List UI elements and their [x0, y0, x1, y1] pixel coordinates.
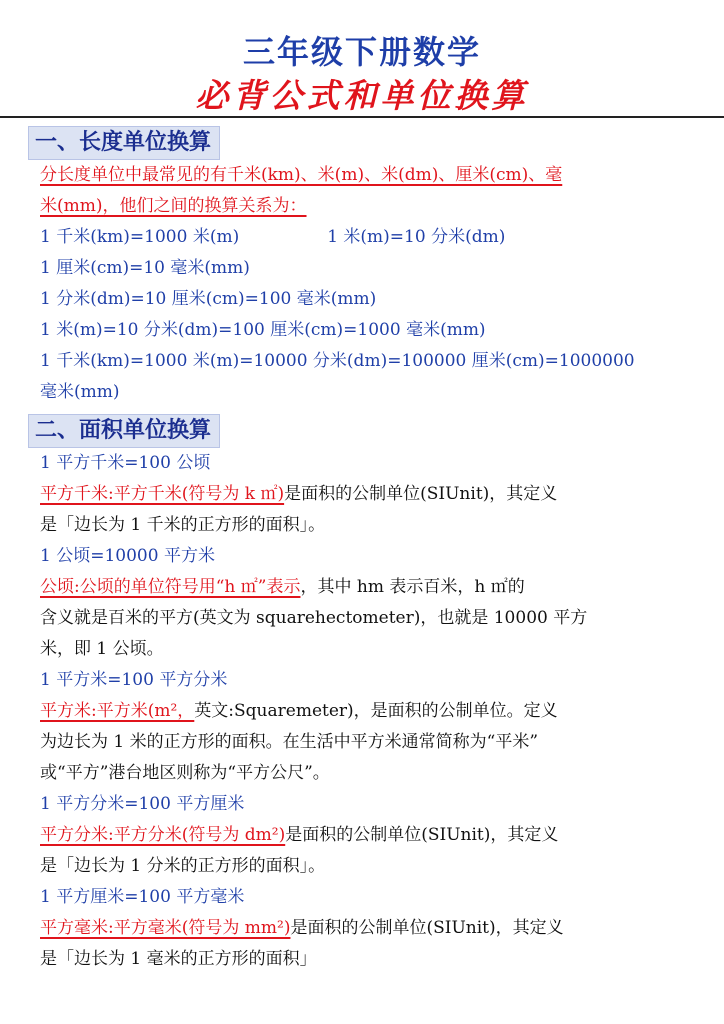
area-formula-hectare: 1 公顷=10000 平方米: [40, 546, 215, 566]
area-desc-sqmm-line2: 是「边长为 1 毫米的正方形的面积」: [40, 949, 317, 969]
header-divider: [0, 116, 724, 118]
page-subtitle: 必背公式和单位换算: [195, 76, 529, 115]
area-def-sqmm: [40, 913, 680, 944]
area-term-sqdm: 平方分米:平方分米(符号为 dm²): [40, 825, 286, 845]
formula-m-dm: 1 米(m)=10 分米(dm): [327, 227, 506, 247]
section-heading-length: 一、长度单位换算: [28, 126, 220, 160]
area-formula-sqcm: 1 平方厘米=100 平方毫米: [40, 887, 245, 907]
formula-km-full-line2: 毫米(mm): [40, 382, 120, 402]
area-desc-sqm: 英文:Squaremeter)，是面积的公制单位。定义: [194, 701, 558, 721]
area-def-sqm: [40, 696, 680, 727]
formula-km-full-line1: 1 千米(km)=1000 米(m)=10000 分米(dm)=100000 厘米(cm)=1000000: [40, 351, 635, 371]
page-header: [0, 0, 724, 118]
area-desc-sqdm-line2: 是「边长为 1 分米的正方形的面积」。: [40, 856, 326, 876]
area-formula-sqm: 1 平方米=100 平方分米: [40, 670, 228, 690]
area-desc-sqm-line3: 或“平方”港台地区则称为“平方公尺”。: [40, 763, 330, 783]
area-desc-sqkm: 是面积的公制单位(SIUnit)，其定义: [284, 484, 558, 504]
length-intro-line2: 米(mm)，他们之间的换算关系为：: [40, 196, 307, 216]
area-desc-sqdm: 是面积的公制单位(SIUnit)，其定义: [285, 825, 559, 845]
area-term-sqmm: 平方毫米:平方毫米(符号为 mm²): [40, 918, 291, 938]
area-def-sqkm: [40, 479, 680, 510]
length-formula-row1: [40, 222, 680, 253]
length-intro-line1: 分长度单位中最常见的有千米(km)、米(m)、米(dm)、厘米(cm)、毫: [40, 165, 563, 185]
area-term-hectare: 公顷:公顷的单位符号用“h ㎡”表示: [40, 577, 301, 597]
section-heading-area: 二、面积单位换算: [28, 414, 220, 448]
area-desc-sqm-line2: 为边长为 1 米的正方形的面积。在生活中平方米通常简称为“平米”: [40, 732, 539, 752]
area-def-hectare: [40, 572, 680, 603]
area-def-sqdm: [40, 820, 680, 851]
page-title: 三年级下册数学: [242, 33, 481, 71]
area-desc-sqmm: 是面积的公制单位(SIUnit)，其定义: [290, 918, 564, 938]
formula-cm-mm: 1 厘米(cm)=10 毫米(mm): [40, 258, 250, 278]
area-desc-hectare-line2: 含义就是百米的平方(英文为 squarehectometer)，也就是 10000 平方: [40, 608, 588, 628]
formula-dm-cm-mm: 1 分米(dm)=10 厘米(cm)=100 毫米(mm): [40, 289, 377, 309]
formula-m-dm-cm-mm: 1 米(m)=10 分米(dm)=100 厘米(cm)=1000 毫米(mm): [40, 320, 486, 340]
document-body: [35, 126, 680, 975]
formula-km-m: 1 千米(km)=1000 米(m): [40, 227, 240, 247]
area-desc-hectare: ，其中 hm 表示百米，h ㎡的: [300, 577, 525, 597]
area-term-sqm: 平方米:平方米(m²，: [40, 701, 195, 721]
area-desc-sqkm-line2: 是「边长为 1 千米的正方形的面积」。: [40, 515, 326, 535]
area-term-sqkm: 平方千米:平方千米(符号为 k ㎡): [40, 484, 285, 504]
area-desc-hectare-line3: 米，即 1 公顷。: [40, 639, 164, 659]
area-formula-sqdm: 1 平方分米=100 平方厘米: [40, 794, 245, 814]
area-formula-sqkm: 1 平方千米=100 公顷: [40, 453, 211, 473]
